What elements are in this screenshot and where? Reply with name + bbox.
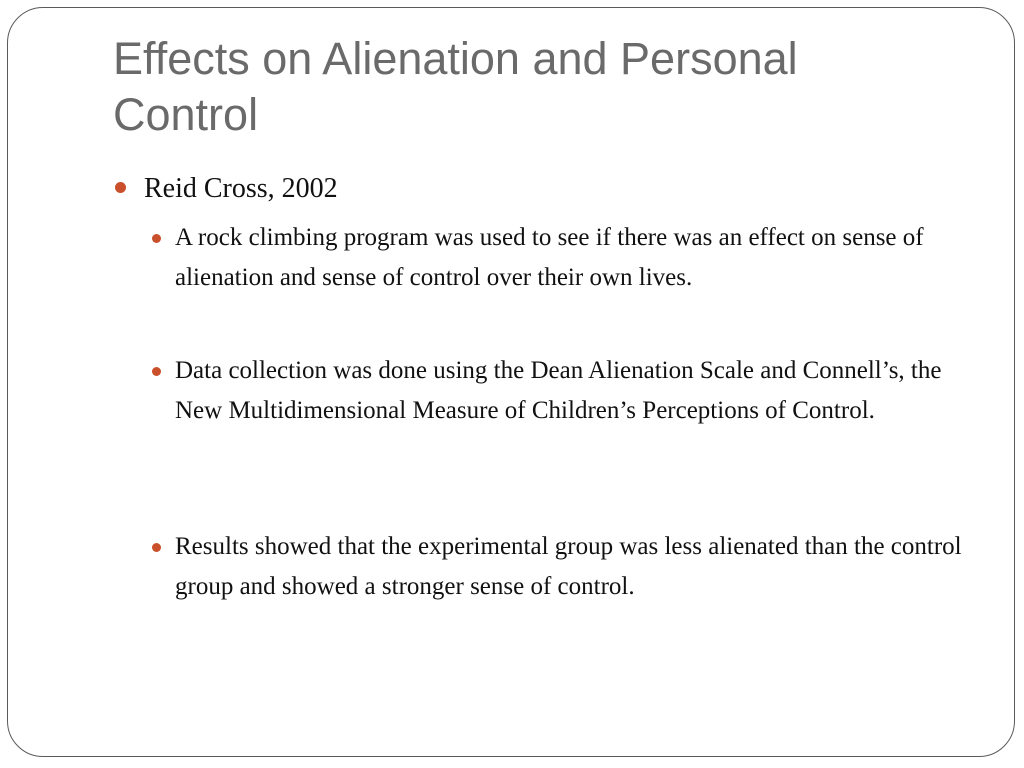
bullet-marker-level1 (115, 182, 126, 193)
bullet-level1-reid-cross: Reid Cross, 2002 (144, 173, 338, 204)
bullet-marker-level2 (152, 367, 161, 376)
slide-title: Effects on Alienation and Personal Control (113, 33, 798, 140)
bullet-marker-level2 (152, 543, 161, 552)
sub-bullet-data-collection: Data collection was done using the Dean Alienation Scale and Connell’s, the New Multidimensional Measure of Children’s Perceptions of Control. (175, 357, 942, 424)
sub-bullet-results: Results showed that the experimental group was less alienated than the control group and showed a stronger sense of control. (175, 533, 962, 600)
bullet-marker-level2 (152, 234, 161, 243)
sub-bullet-program: A rock climbing program was used to see if there was an effect on sense of alienation and sense of control over their own lives. (175, 224, 924, 291)
